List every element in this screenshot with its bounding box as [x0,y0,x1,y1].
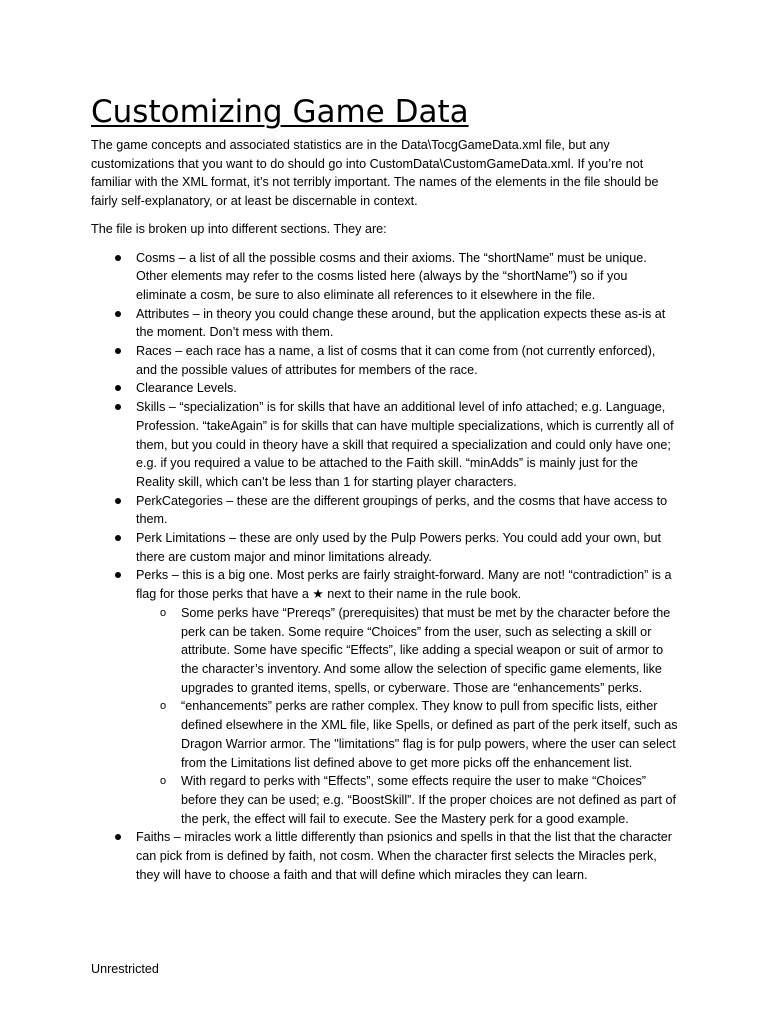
intro-paragraph: The game concepts and associated statistics are in the Data\TocgGameData.xml file, but any customizations that you want to do should go into CustomData\CustomGameData.xml. If you’re not familiar with the XML format, it’s not terribly important. The names of the elements in the file should be fairly self-explanatory, or at least be discernable in context. [91,138,659,209]
list-item-text: Cosms – a list of all the possible cosms and their axioms. The “shortName” must be unique. Other elements may refer to the cosms listed here (always by the “shortName”) so if you eliminate a cosm, be sure to also eliminate all references to it elsewhere in the file. [136,250,647,302]
bullet-icon [115,535,121,541]
perks-sublist [136,604,679,828]
sublist-item-text: “enhancements” perks are rather complex. They know to pull from specific lists, either defined elsewhere in the XML file, like Spells, or defined as part of the perk itself, such as Dragon Warrior armor. The "limitations" flag is for pulp powers, where the user can select from the Limitations list defined above to get more picks off the enhancement list. [181,699,678,770]
list-item-text: Clearance Levels. [136,381,237,396]
list-item-text: Perk Limitations – these are only used by the Pulp Powers perks. You could add your own, but there are custom major and minor limitations already. [136,531,662,564]
list-item-text: Attributes – in theory you could change these around, but the application expects these as-is at the moment. Don’t mess with them. [136,306,666,340]
list-item-perk-limitations [91,529,679,566]
list-item-faiths [91,828,679,884]
sublist-item-prereqs [136,604,679,698]
list-item-text: PerkCategories – these are the different groupings of perks, and the cosms that have access to them. [136,493,668,527]
list-item-text: Faiths – miracles work a little differently than psionics and spells in that the list that the character can pick from is defined by faith, not cosm. When the character first selects the Miracles perk, they will have to choose a faith and that will define which miracles they can learn. [136,830,672,882]
list-item-text: Skills – “specialization” is for skills that have an additional level of info attached; e.g. Language, Profession. “takeAgain” is for skills that can have multiple specializations, which is currently all of them, but you could in theory have a skill that required a specialization and could only have one; e.g. if you required a value to be attached to the Faith skill. “minAdds” is mainly just for the Reality skill, which can’t be less than 1 for starting player characters. [136,400,674,489]
bullet-icon [115,572,121,578]
bullet-icon [115,404,121,410]
sublist-item-enhancements [136,697,679,772]
document-body [91,92,679,884]
circle-bullet-icon: o [160,700,167,713]
bullet-icon [115,834,121,840]
list-item-text: Perks – this is a big one. Most perks are fairly straight-forward. Many are not! “contradiction” is a flag for those perks that have a ★ next to their name in the rule book. [136,568,672,602]
sublist-item-text: Some perks have “Prereqs” (prerequisites) that must be met by the character before the perk can be taken. Some require “Choices” from the user, such as selecting a skill or attribute. Some have specific “Effects”, like adding a special weapon or suit of armor to the character’s inventory. And some allow the selection of specific game elements, like upgrades to granted items, spells, or cyberware. Those are “enhancements” perks. [181,605,671,695]
list-item-text: Races – each race has a name, a list of cosms that it can come from (not currently enforced), and the possible values of attributes for members of the race. [136,344,656,377]
list-item-perk-categories [91,492,679,529]
footer-classification: Unrestricted [91,962,159,976]
list-item-cosms [91,249,679,305]
sublist-item-text: With regard to perks with “Effects”, some effects require the user to make “Choices” before they can be used; e.g. “BoostSkill”. If the proper choices are not defined as part of the perk, the effect will fail to execute. See the Mastery perk for a good example. [181,774,676,826]
list-item-clearance-levels [91,379,679,398]
bullet-icon [115,348,121,354]
list-item-races [91,342,679,379]
circle-bullet-icon: o [160,775,167,788]
bullet-icon [115,498,121,504]
bullet-icon [115,255,121,261]
list-item-attributes [91,305,679,342]
list-item-perks [91,566,679,828]
page-title: Customizing Game Data [91,94,469,130]
sublist-item-effects [136,772,679,828]
bullet-icon [115,385,121,391]
sections-lead-paragraph: The file is broken up into different sections. They are: [91,221,387,236]
circle-bullet-icon: o [160,606,167,619]
bullet-icon [115,311,121,317]
list-item-skills [91,398,679,492]
sections-list [91,249,679,885]
